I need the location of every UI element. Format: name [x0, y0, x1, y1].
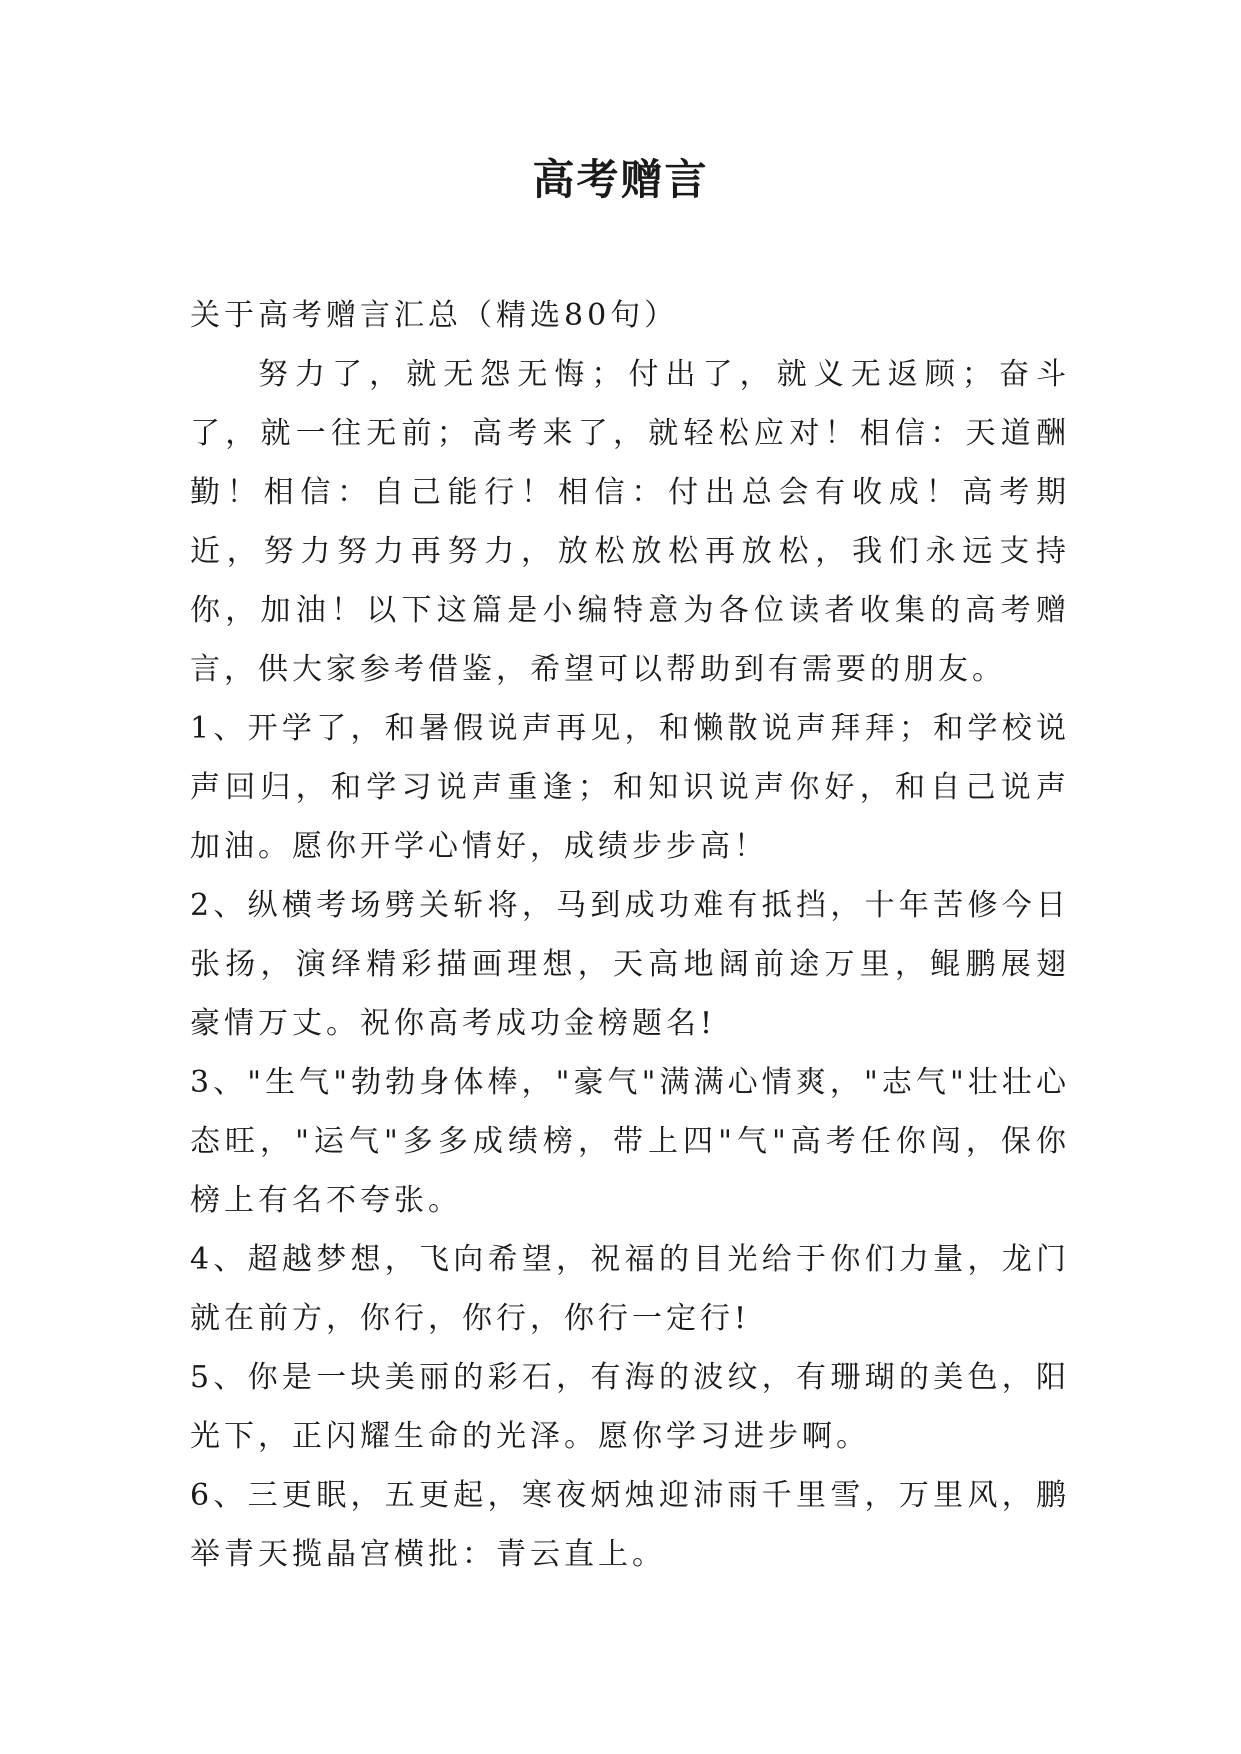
list-item: 3、"生气"勃勃身体棒，"豪气"满满心情爽，"志气"壮壮心态旺，"运气"多多成绩榜，带上四"气"高考任你闯，保你榜上有名不夸张。: [190, 1065, 1070, 1218]
list-item: 1、开学了，和暑假说声再见，和懒散说声拜拜；和学校说声回归，和学习说声重逢；和知识说声你好，和自己说声加油。愿你开学心情好，成绩步步高！: [190, 711, 1070, 864]
list-item: 6、三更眠，五更起，寒夜炳烛迎沛雨千里雪，万里风，鹏举青天揽晶宫横批：青云直上。: [190, 1478, 1070, 1572]
document-title: 高考赠言: [532, 155, 709, 204]
list-item: 2、纵横考场劈关斩将，马到成功难有抵挡，十年苦修今日张扬，演绎精彩描画理想，天高地阔前途万里，鲲鹏展翅豪情万丈。祝你高考成功金榜题名!: [190, 888, 1070, 1041]
intro-paragraph: 努力了，就无怨无悔；付出了，就义无返顾；奋斗了，就一往无前；高考来了，就轻松应对！相信：天道酬勤！相信：自己能行！相信：付出总会有收成！高考期近，努力努力再努力，放松放松再放松，我们永远支持你，加油！以下这篇是小编特意为各位读者收集的高考赠言，供大家参考借鉴，希望可以帮助到有需要的朋友。: [190, 357, 1070, 687]
document-body: [190, 286, 1070, 1584]
subtitle-line: 关于高考赠言汇总（精选80句）: [190, 298, 679, 333]
list-item: 4、超越梦想，飞向希望，祝福的目光给于你们力量，龙门就在前方，你行，你行，你行一定行!: [190, 1242, 1070, 1336]
list-item: 5、你是一块美丽的彩石，有海的波纹，有珊瑚的美色，阳光下，正闪耀生命的光泽。愿你学习进步啊。: [190, 1360, 1070, 1454]
